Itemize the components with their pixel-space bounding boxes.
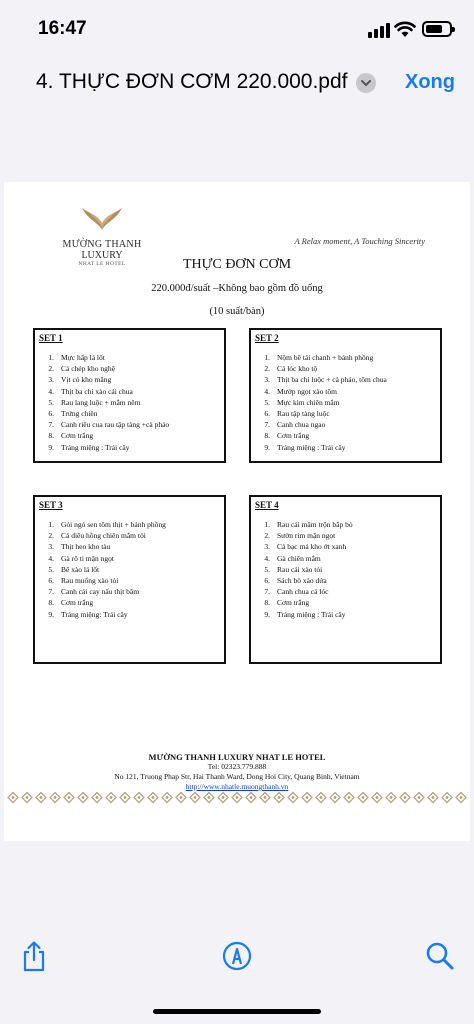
menu-item-number: 8.: [48, 598, 54, 608]
markup-button[interactable]: [221, 940, 253, 972]
logo-line-2: LUXURY: [81, 250, 123, 261]
menu-item: [255, 430, 436, 441]
menu-item: [39, 386, 220, 397]
menu-item: [39, 519, 220, 530]
menu-item-label: Cá chép kho nghệ: [61, 364, 115, 374]
menu-item-number: 5.: [264, 397, 270, 407]
menu-item-number: 6.: [48, 409, 54, 419]
menu-item-label: Tráng miệng : Trái cây: [277, 442, 346, 452]
menu-title: THỰC ĐƠN CƠM: [182, 257, 292, 272]
menu-item-number: 6.: [264, 576, 270, 586]
menu-item-number: 4.: [264, 386, 270, 396]
menu-item-label: Rau cải mầm trộn bắp bò: [277, 520, 353, 529]
footer-url-link[interactable]: http://www.nhatle.muongthanh.vn: [185, 782, 289, 791]
menu-item-number: 7.: [48, 420, 54, 430]
menu-item-label: Cá diêu hồng chiên mắm tỏi: [61, 531, 146, 541]
set-title: SET 2: [255, 333, 279, 343]
menu-item-number: 3.: [264, 542, 270, 552]
chevron-down-icon: [361, 79, 371, 87]
menu-item-number: 5.: [264, 564, 270, 574]
menu-item-label: Sườn rim mặn ngọt: [277, 531, 336, 541]
menu-item: [39, 419, 220, 430]
status-time: 16:47: [38, 18, 87, 39]
menu-item-number: 5.: [48, 397, 54, 407]
menu-item-label: Thịt heo kho tàu: [61, 542, 111, 552]
menu-item-label: Cơm trắng: [277, 598, 310, 608]
menu-item-label: Cơm trắng: [277, 431, 310, 441]
menu-item: [39, 430, 220, 441]
decorative-pattern-band: [4, 791, 470, 804]
menu-item-label: Cơm trắng: [61, 431, 94, 441]
cellular-signal-icon: [368, 22, 390, 38]
menu-item-number: 9.: [48, 442, 54, 452]
menu-item-number: 1.: [48, 353, 54, 362]
menu-item-label: Trứng chiên: [61, 409, 98, 419]
menu-item-number: 4.: [48, 553, 54, 563]
menu-item-number: 2.: [264, 364, 270, 374]
menu-item-number: 9.: [48, 609, 54, 619]
slogan: A Relax moment, A Touching Sincerity: [294, 236, 425, 246]
done-button[interactable]: Xong: [405, 71, 455, 93]
markup-icon: [221, 940, 253, 972]
menu-item-number: 2.: [264, 531, 270, 541]
menu-item: [255, 374, 436, 385]
menu-item-label: Canh cải cay nấu thịt băm: [61, 587, 140, 597]
document-title[interactable]: 4. THỰC ĐƠN CƠM 220.000.pdf: [36, 70, 348, 93]
menu-item-number: 4.: [264, 553, 270, 563]
menu-item-number: 2.: [48, 364, 54, 374]
wings-logo-icon: [80, 204, 124, 232]
set-1-box: [33, 328, 226, 463]
menu-item-label: Tráng miệng : Trái cây: [61, 442, 130, 452]
menu-item-number: 1.: [48, 520, 54, 529]
logo-line-1: MƯỜNG THANH: [62, 239, 142, 250]
set-title: SET 3: [39, 500, 63, 510]
menu-item: [39, 541, 220, 552]
menu-item-label: Thịt ba chỉ xào cải chua: [61, 386, 133, 396]
menu-item-label: Bê xào lá lốt: [61, 564, 100, 574]
menu-item: [39, 363, 220, 374]
menu-item: [255, 363, 436, 374]
menu-item-number: 1.: [264, 520, 270, 529]
menu-item-label: Nộm bê tái chanh + bánh phồng: [277, 353, 374, 362]
menu-item-number: 9.: [264, 609, 270, 619]
menu-item: [255, 519, 436, 530]
menu-item: [255, 597, 436, 608]
menu-item: [39, 374, 220, 385]
menu-item-number: 7.: [264, 420, 270, 430]
menu-item-number: 3.: [48, 375, 54, 385]
set-items: [39, 519, 220, 620]
menu-item-number: 3.: [264, 375, 270, 385]
search-icon: [424, 940, 456, 972]
footer-hotel-name: MƯỜNG THANH LUXURY NHAT LE HOTEL: [148, 752, 326, 762]
menu-item-label: Canh chua ngao: [277, 420, 326, 430]
menu-item: [255, 408, 436, 419]
menu-item-label: Mực kim chiên mắm: [277, 397, 340, 407]
menu-item: [39, 530, 220, 541]
status-bar: [0, 0, 474, 60]
battery-icon: [422, 21, 452, 37]
set-title: SET 4: [255, 500, 279, 510]
set-items: [39, 352, 220, 453]
menu-item: [255, 397, 436, 408]
menu-item: [255, 530, 436, 541]
menu-item: [255, 586, 436, 597]
menu-item: [39, 352, 220, 363]
menu-item: [39, 597, 220, 608]
menu-item-label: Thịt ba chỉ luộc + cà pháo, tôm chua: [277, 375, 387, 385]
menu-item-label: Canh riêu cua rau tập tàng +cà pháo: [61, 420, 170, 430]
menu-item-label: Rau tập tàng luộc: [277, 409, 330, 419]
menu-item-label: Gà rô ti mặn ngọt: [61, 553, 114, 563]
menu-item: [39, 408, 220, 419]
set-items: [255, 352, 436, 453]
menu-item: [39, 609, 220, 620]
menu-item: [255, 553, 436, 564]
menu-item-label: Mướp ngọt xào tôm: [277, 386, 337, 396]
menu-item-number: 6.: [264, 409, 270, 419]
set-items: [255, 519, 436, 620]
title-menu-button[interactable]: [356, 73, 376, 93]
menu-item: [255, 541, 436, 552]
menu-item-label: Vịt cỏ kho măng: [61, 375, 112, 385]
menu-item-number: 2.: [48, 531, 54, 541]
menu-item-label: Rau cải xào tỏi: [277, 564, 323, 574]
set-3-box: [33, 495, 226, 664]
menu-item: [255, 564, 436, 575]
menu-item-label: Sách bò xào dứa: [277, 576, 327, 586]
menu-item-number: 8.: [48, 431, 54, 441]
menu-item-number: 6.: [48, 576, 54, 586]
share-icon: [18, 940, 50, 972]
menu-item: [39, 586, 220, 597]
menu-item-label: Tráng miệng: Trái cây: [61, 609, 128, 619]
menu-item-label: Cơm trắng: [61, 598, 94, 608]
footer-tel: Tel: 02323.779.888: [207, 762, 267, 771]
set-4-box: [249, 495, 442, 664]
menu-item: [39, 575, 220, 586]
menu-item-number: 1.: [264, 353, 270, 362]
menu-item-number: 7.: [48, 587, 54, 597]
menu-item: [39, 442, 220, 453]
menu-item-label: Rau muống xào tỏi: [61, 576, 119, 586]
menu-item-label: Canh chua cá lóc: [277, 587, 329, 597]
menu-item-number: 4.: [48, 386, 54, 396]
menu-portion: (10 suất/bàn): [209, 306, 265, 317]
menu-item: [39, 553, 220, 564]
set-2-box: [249, 328, 442, 463]
menu-item-label: Cá bạc má kho ớt xanh: [277, 542, 347, 552]
menu-item-number: 8.: [264, 598, 270, 608]
home-indicator[interactable]: [153, 1009, 321, 1014]
menu-item-number: 8.: [264, 431, 270, 441]
menu-item-label: Cá lóc kho tộ: [277, 364, 318, 374]
logo-line-3: NHAT LE HOTEL: [78, 261, 126, 267]
menu-item-label: Rau lang luộc + mắm nêm: [61, 397, 141, 407]
menu-item: [39, 564, 220, 575]
menu-item: [255, 575, 436, 586]
menu-item-number: 5.: [48, 564, 54, 574]
share-button[interactable]: [18, 940, 50, 972]
pdf-page[interactable]: [4, 182, 470, 841]
set-title: SET 1: [39, 333, 63, 343]
menu-item-label: Gà chiên mắm: [277, 553, 321, 563]
menu-item-number: 7.: [264, 587, 270, 597]
menu-item: [255, 352, 436, 363]
menu-item-label: Mực hấp lá lốt: [61, 353, 105, 362]
menu-item: [255, 609, 436, 620]
menu-item: [255, 442, 436, 453]
menu-item: [255, 419, 436, 430]
wifi-icon: [394, 20, 416, 38]
menu-item: [39, 397, 220, 408]
footer-address: No 121, Truong Phap Str, Hai Thanh Ward, Dong Hoi City, Quang Binh, Vietnam: [114, 772, 360, 781]
menu-item-number: 9.: [264, 442, 270, 452]
search-button[interactable]: [424, 940, 456, 972]
menu-item-label: Gỏi ngó sen tôm thịt + bánh phồng: [61, 520, 166, 529]
menu-item-label: Tráng miệng : Trái cây: [277, 609, 346, 619]
menu-price: 220.000đ/suất –Không bao gồm đồ uống: [151, 283, 323, 294]
menu-item-number: 3.: [48, 542, 54, 552]
menu-item: [255, 386, 436, 397]
